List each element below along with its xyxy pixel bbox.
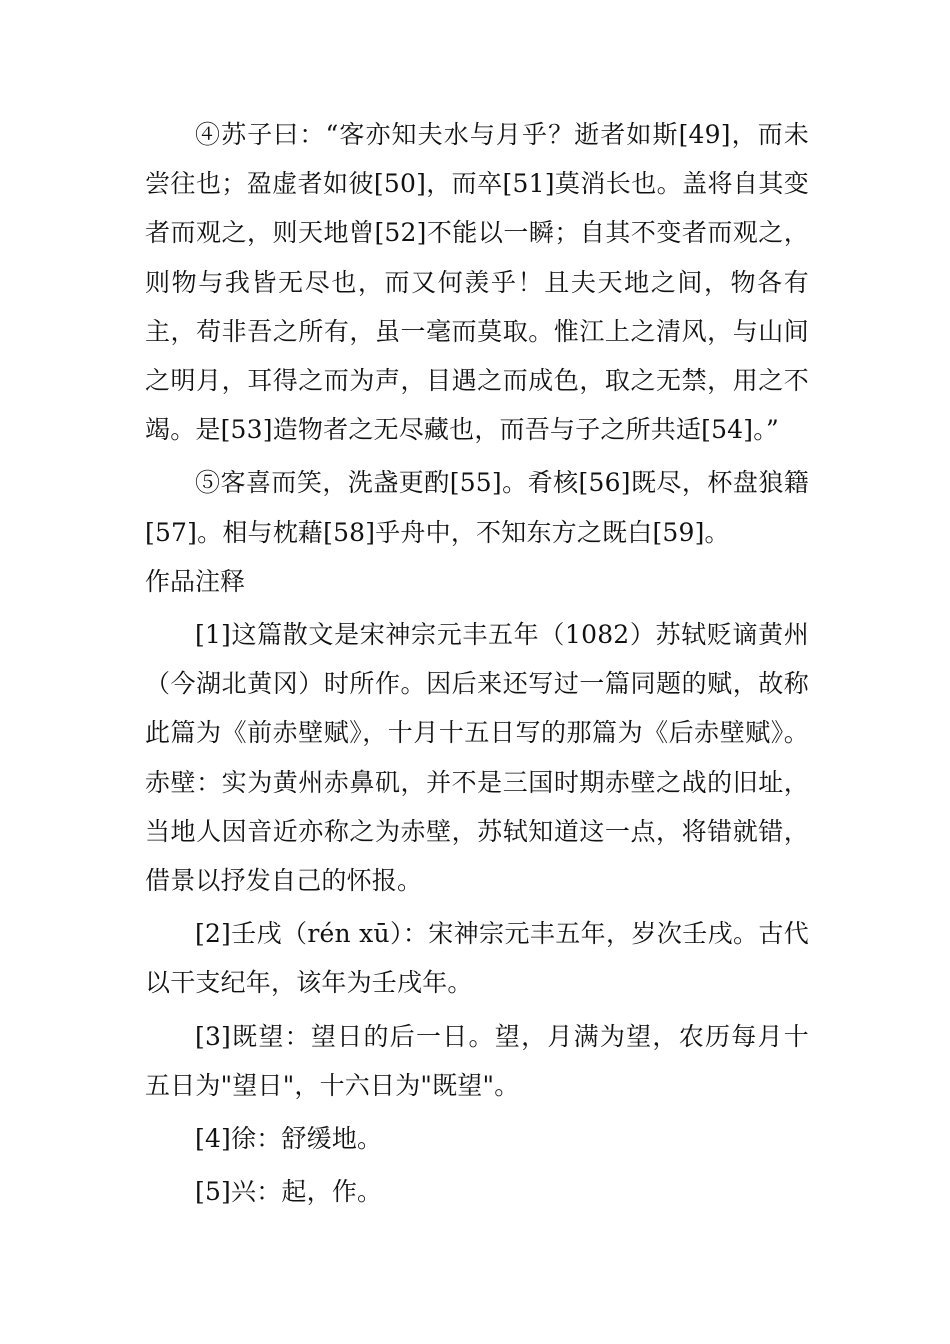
note-5: [5]兴：起，作。	[195, 1177, 383, 1207]
paragraph-4: ④苏子曰：“客亦知夫水与月乎？逝者如斯[49]，而未尝往也；盈虚者如彼[50]，而卒[51]莫消长也。盖将自其变者而观之，则天地曾[52]不能以一瞬；自其不变者而观之，则物与我皆无尽也，而又何羡乎！且夫天地之间，物各有主，苟非吾之所有，虽一毫而莫取。惟江上之清风，与山间之明月，耳得之而为声，目遇之而成色，取之无禁，用之不竭。是[53]造物者之无尽藏也，而吾与子之所共适[54]。”	[145, 120, 809, 445]
document-page	[145, 110, 809, 1216]
paragraph-5: ⑤客喜而笑，洗盏更酌[55]。肴核[56]既尽，杯盘狼籍[57]。相与枕藉[58]乎舟中，不知东方之既白[59]。	[145, 468, 809, 547]
note-1: [1]这篇散文是宋神宗元丰五年（1082）苏轼贬谪黄州（今湖北黄冈）时所作。因后来还写过一篇同题的赋，故称此篇为《前赤壁赋》，十月十五日写的那篇为《后赤壁赋》。赤壁：实为黄州赤鼻矶，并不是三国时期赤壁之战的旧址，当地人因音近亦称之为赤壁，苏轼知道这一点，将错就错，借景以抒发自己的怀报。	[145, 620, 809, 896]
note-4: [4]徐：舒缓地。	[195, 1124, 383, 1154]
notes-heading: 作品注释	[145, 566, 246, 596]
note-3: [3]既望：望日的后一日。望，月满为望，农历每月十五日为"望日"，十六日为"既望"。	[145, 1021, 809, 1100]
note-2: [2]壬戌（rén xū）：宋神宗元丰五年，岁次壬戌。古代以干支纪年，该年为壬戌年。	[145, 919, 809, 998]
